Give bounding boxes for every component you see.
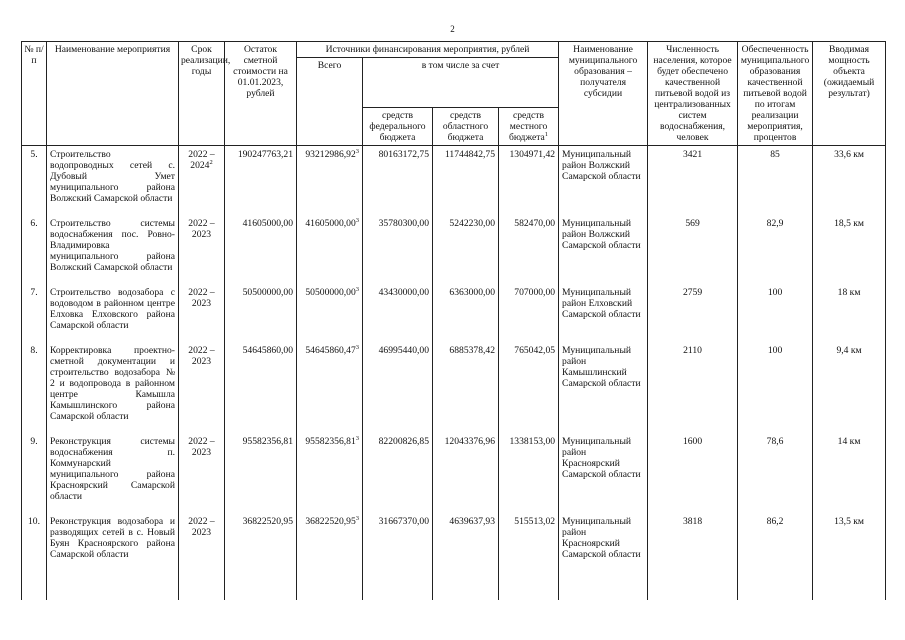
cell-population-text: 3818	[682, 516, 703, 527]
cell-regional-text: 4639637,93	[449, 516, 495, 527]
cell-total	[297, 436, 363, 516]
header-sources: Источники финансирования мероприятия, рублей	[297, 42, 559, 58]
cell-provision-text: 100	[767, 287, 783, 298]
cell-capacity-text: 33,6 км	[834, 149, 864, 160]
cell-total-footnote: 3	[355, 434, 359, 442]
cell-provision-text: 78,6	[766, 436, 784, 447]
cell-capacity	[813, 287, 886, 345]
cell-population-text: 1600	[682, 436, 703, 447]
cell-provision-text: 86,2	[766, 516, 784, 527]
cell-recipient	[559, 218, 648, 287]
cell-population-text: 3421	[682, 149, 703, 160]
cell-balance-text: 190247763,21	[237, 149, 293, 160]
cell-local	[499, 287, 559, 345]
cell-local-text: 707000,00	[514, 287, 556, 298]
header-name: Наименование мероприятия	[47, 42, 179, 146]
cell-num-text: 5.	[30, 149, 38, 160]
cell-num	[22, 146, 47, 219]
header-local	[499, 108, 559, 146]
cell-population	[648, 345, 738, 436]
cell-local	[499, 516, 559, 600]
cell-provision	[738, 146, 813, 219]
cell-population	[648, 146, 738, 219]
cell-population	[648, 516, 738, 600]
page-number: 2	[450, 24, 455, 34]
cell-local	[499, 218, 559, 287]
cell-provision	[738, 218, 813, 287]
cell-federal	[363, 218, 433, 287]
table-row	[22, 218, 886, 287]
cell-name	[47, 436, 179, 516]
cell-recipient-text: Муниципальный район Камышлинский Самарской области	[562, 345, 641, 389]
cell-balance	[225, 146, 297, 219]
cell-term-footnote: 2	[209, 158, 213, 166]
cell-local-text: 515513,02	[514, 516, 556, 527]
cell-balance	[225, 345, 297, 436]
table-row	[22, 345, 886, 436]
cell-term-text: 2022 – 2024	[188, 149, 215, 171]
cell-name-text: Реконструкция водозабора и разводящих сетей в с. Новый Буян Красноярского района Самарской области	[50, 516, 175, 560]
cell-federal	[363, 146, 433, 219]
header-incl: в том числе за счет	[363, 58, 559, 108]
cell-name-text: Строительство системы водоснабжения пос. Ровно-Владимировка муниципального района Волжский Самарской области	[50, 218, 175, 273]
table-body	[22, 146, 886, 601]
header-term: Срок реализации, годы	[179, 42, 225, 146]
cell-local	[499, 345, 559, 436]
cell-federal	[363, 345, 433, 436]
header-total: Всего	[297, 58, 363, 146]
cell-federal	[363, 516, 433, 600]
cell-provision-text: 82,9	[766, 218, 784, 229]
cell-provision	[738, 436, 813, 516]
cell-total-text: 93212986,92	[305, 149, 356, 160]
cell-regional-text: 11744842,75	[444, 149, 495, 160]
cell-capacity	[813, 146, 886, 219]
table-row	[22, 516, 886, 600]
cell-capacity	[813, 218, 886, 287]
cell-provision	[738, 345, 813, 436]
cell-regional-text: 6363000,00	[449, 287, 495, 298]
cell-term	[179, 218, 225, 287]
cell-total-footnote: 3	[355, 514, 359, 522]
header-local-text: средств местного бюджета	[509, 110, 548, 143]
cell-regional	[433, 436, 499, 516]
cell-capacity-text: 14 км	[837, 436, 861, 447]
cell-federal-text: 46995440,00	[378, 345, 429, 356]
cell-total	[297, 345, 363, 436]
cell-term	[179, 345, 225, 436]
cell-provision-text: 100	[767, 345, 783, 356]
cell-total	[297, 146, 363, 219]
cell-num-text: 9.	[30, 436, 38, 447]
cell-num-text: 10.	[28, 516, 40, 527]
cell-num	[22, 287, 47, 345]
cell-provision	[738, 287, 813, 345]
cell-population-text: 2110	[683, 345, 702, 356]
cell-total-text: 54645860,47	[305, 345, 356, 356]
cell-name-text: Корректировка проектно-сметной документации и строительство водозабора № 2 и водопровода в районном центре Камышла Камышлинского района Самарской области	[50, 345, 175, 422]
cell-balance-text: 36822520,95	[242, 516, 293, 527]
cell-num-text: 8.	[30, 345, 38, 356]
cell-recipient-text: Муниципальный район Красноярский Самарской области	[562, 436, 641, 480]
cell-capacity-text: 13,5 км	[834, 516, 864, 527]
cell-capacity-text: 9,4 км	[836, 345, 862, 356]
cell-term-text: 2022 – 2023	[188, 345, 215, 367]
cell-num	[22, 345, 47, 436]
header-provision: Обеспеченность муниципального образования качественной питьевой водой по итогам реализации мероприятия, процентов	[738, 42, 813, 146]
cell-population	[648, 218, 738, 287]
cell-total-footnote: 3	[355, 285, 359, 293]
cell-local-text: 1304971,42	[509, 149, 556, 160]
cell-total-text: 41605000,00	[305, 218, 356, 229]
cell-capacity-text: 18,5 км	[834, 218, 864, 229]
cell-recipient	[559, 436, 648, 516]
cell-term	[179, 516, 225, 600]
cell-regional	[433, 218, 499, 287]
cell-term	[179, 146, 225, 219]
table-row	[22, 287, 886, 345]
table-row	[22, 436, 886, 516]
cell-term	[179, 436, 225, 516]
cell-local	[499, 436, 559, 516]
cell-total-footnote: 3	[355, 343, 359, 351]
cell-recipient-text: Муниципальный район Елховский Самарской области	[562, 287, 641, 320]
table-row	[22, 146, 886, 219]
header-federal: средств федерального бюджета	[363, 108, 433, 146]
cell-term-text: 2022 – 2023	[188, 516, 215, 538]
cell-term	[179, 287, 225, 345]
cell-regional	[433, 345, 499, 436]
cell-term-text: 2022 – 2023	[188, 218, 215, 240]
cell-num	[22, 436, 47, 516]
cell-federal-text: 80163172,75	[378, 149, 429, 160]
cell-balance-text: 95582356,81	[242, 436, 293, 447]
cell-name	[47, 146, 179, 219]
cell-recipient-text: Муниципальный район Волжский Самарской области	[562, 218, 641, 251]
cell-recipient-text: Муниципальный район Красноярский Самарской области	[562, 516, 641, 560]
cell-provision	[738, 516, 813, 600]
financing-table	[21, 41, 886, 600]
cell-recipient	[559, 516, 648, 600]
cell-balance	[225, 287, 297, 345]
cell-recipient-text: Муниципальный район Волжский Самарской области	[562, 149, 641, 182]
header-regional: средств областного бюджета	[433, 108, 499, 146]
cell-num-text: 6.	[30, 218, 38, 229]
cell-term-text: 2022 – 2023	[188, 287, 215, 309]
cell-regional-text: 6885378,42	[449, 345, 495, 356]
cell-federal-text: 35780300,00	[378, 218, 429, 229]
header-local-sup: 1	[544, 130, 549, 138]
cell-population	[648, 287, 738, 345]
cell-recipient	[559, 146, 648, 219]
cell-name-text: Реконструкция системы водоснабжения п. Коммунарский муниципального района Красноярский Самарской области	[50, 436, 175, 502]
cell-balance	[225, 516, 297, 600]
cell-balance-text: 54645860,00	[242, 345, 293, 356]
header-num: № п/п	[22, 42, 47, 146]
cell-local	[499, 146, 559, 219]
cell-federal	[363, 287, 433, 345]
cell-local-text: 582470,00	[514, 218, 556, 229]
cell-capacity	[813, 436, 886, 516]
cell-provision-text: 85	[770, 149, 780, 160]
cell-balance	[225, 436, 297, 516]
cell-regional-text: 5242230,00	[449, 218, 495, 229]
cell-total	[297, 516, 363, 600]
cell-federal	[363, 436, 433, 516]
cell-total-text: 95582356,81	[305, 436, 356, 447]
cell-population-text: 2759	[682, 287, 703, 298]
cell-total-text: 50500000,00	[305, 287, 356, 298]
cell-federal-text: 43430000,00	[378, 287, 429, 298]
cell-name	[47, 287, 179, 345]
cell-num	[22, 218, 47, 287]
cell-total-footnote: 3	[355, 216, 359, 224]
cell-capacity-text: 18 км	[837, 287, 861, 298]
cell-regional-text: 12043376,96	[444, 436, 495, 447]
header-recipient: Наименование муниципального образования – получателя субсидии	[559, 42, 648, 146]
cell-recipient	[559, 345, 648, 436]
header-population: Численность населения, которое будет обеспечено качественной питьевой водой из централизованных систем водоснабжения, человек	[648, 42, 738, 146]
cell-num-text: 7.	[30, 287, 38, 298]
cell-local-text: 765042,05	[514, 345, 556, 356]
cell-federal-text: 31667370,00	[378, 516, 429, 527]
cell-name-text: Строительство водозабора с водоводом в районном центре Елховка Елховского района Самарской области	[50, 287, 175, 331]
cell-total	[297, 218, 363, 287]
cell-balance-text: 41605000,00	[242, 218, 293, 229]
header-capacity: Вводимая мощность объекта (ожидаемый результат)	[813, 42, 886, 146]
cell-total	[297, 287, 363, 345]
cell-balance	[225, 218, 297, 287]
cell-regional	[433, 146, 499, 219]
header-balance: Остаток сметной стоимости на 01.01.2023, рублей	[225, 42, 297, 146]
cell-recipient	[559, 287, 648, 345]
cell-name	[47, 218, 179, 287]
cell-regional	[433, 287, 499, 345]
cell-capacity	[813, 345, 886, 436]
cell-name	[47, 345, 179, 436]
cell-total-text: 36822520,95	[305, 516, 356, 527]
cell-local-text: 1338153,00	[509, 436, 556, 447]
cell-name-text: Строительство водопроводных сетей с. Дубовый Умет муниципального района Волжский Самарской области	[50, 149, 175, 204]
cell-capacity	[813, 516, 886, 600]
cell-population-text: 569	[685, 218, 700, 229]
cell-term-text: 2022 – 2023	[188, 436, 215, 458]
cell-population	[648, 436, 738, 516]
cell-balance-text: 50500000,00	[242, 287, 293, 298]
cell-name	[47, 516, 179, 600]
cell-regional	[433, 516, 499, 600]
cell-total-footnote: 3	[355, 147, 359, 155]
cell-num	[22, 516, 47, 600]
cell-federal-text: 82200826,85	[378, 436, 429, 447]
